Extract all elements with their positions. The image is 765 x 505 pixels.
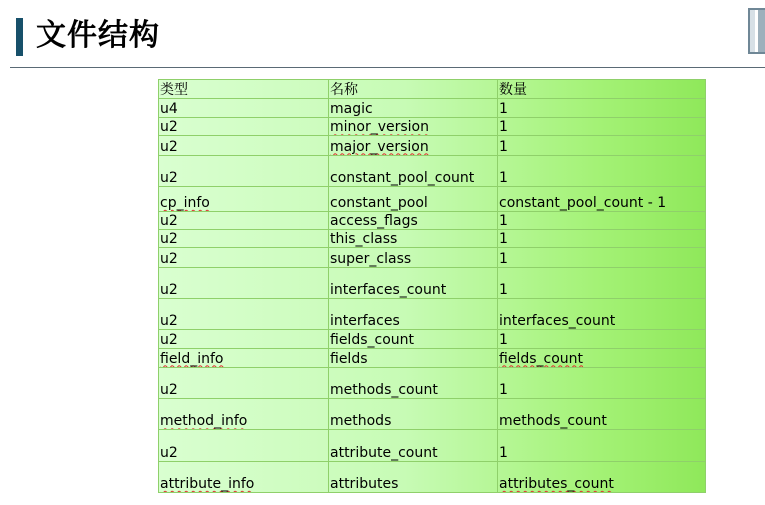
cell-type-text: u2 [160,444,178,461]
cell-count-text: interfaces_count [499,313,616,330]
table-row [159,367,706,398]
table-row [159,118,706,136]
table-row [159,212,706,230]
cell-name-text: attribute_count [330,444,438,461]
cell-name-text: major_version [330,138,429,155]
cell-type-text: u2 [160,332,178,349]
cell-name [329,155,498,186]
cell-count-text: methods_count [499,413,607,430]
cell-count [498,298,706,329]
cell-count-text: 1 [499,332,508,349]
cell-type-text: u2 [160,169,178,186]
cell-name-text: interfaces_count [330,281,447,298]
cell-type-text: u2 [160,119,178,136]
cell-name [329,430,498,461]
cell-name-text: constant_pool_count [330,169,475,186]
cell-count-text: 1 [499,119,508,136]
cell-count-text: 1 [499,381,508,398]
cell-count-text: constant_pool_count - 1 [499,195,667,212]
cell-count-text: 1 [499,213,508,230]
cell-name-text: magic [330,101,373,118]
cell-name-text: this_class [330,231,398,248]
table-header-row [159,80,706,99]
cell-count [498,136,706,155]
cell-count-text: 1 [499,169,508,186]
cell-type [159,298,329,329]
cell-name [329,367,498,398]
cell-name-text: access_flags [330,213,418,230]
cell-count [498,155,706,186]
cell-count-text: fields_count [499,350,583,367]
cell-name [329,230,498,248]
cell-name [329,118,498,136]
cell-count [498,330,706,349]
cell-count [498,230,706,248]
cell-name-text: methods_count [330,381,438,398]
table-row [159,349,706,367]
cell-count [498,349,706,367]
cell-type-text: u2 [160,381,178,398]
title-divider [10,67,765,68]
cell-count [498,248,706,267]
cell-type-text: u2 [160,138,178,155]
cell-name [329,267,498,298]
cell-count-text: 1 [499,281,508,298]
cell-type [159,430,329,461]
cell-name [329,298,498,329]
cell-name [329,248,498,267]
cell-type-text: method_info [160,413,248,430]
cell-type [159,248,329,267]
cell-type [159,118,329,136]
cell-count [498,367,706,398]
cell-type-text: u2 [160,281,178,298]
cell-name [329,186,498,211]
cell-count [498,212,706,230]
table-row [159,230,706,248]
cell-count [498,118,706,136]
table-row [159,267,706,298]
table-row [159,398,706,429]
cell-name [329,136,498,155]
cell-count [498,430,706,461]
cell-count [498,398,706,429]
cell-type-text: u2 [160,231,178,248]
cell-type [159,398,329,429]
cell-type-text: u4 [160,101,178,118]
cell-name-text: methods [330,413,392,430]
header-count: 数量 [498,80,706,99]
cell-type [159,212,329,230]
cell-count-text: 1 [499,101,508,118]
cell-count [498,461,706,492]
cell-name [329,461,498,492]
cell-type [159,136,329,155]
cell-count-text: 1 [499,444,508,461]
cell-type [159,349,329,367]
table-row [159,461,706,492]
table-row [159,430,706,461]
page-title: 文件结构 [36,18,160,53]
title-accent-bar [16,18,23,56]
table-row [159,186,706,211]
cell-count [498,186,706,211]
slide-corner-decoration [748,8,765,54]
table-row [159,99,706,118]
class-file-structure-table [158,79,706,493]
cell-type [159,230,329,248]
cell-name [329,330,498,349]
cell-type-text: cp_info [160,195,210,212]
cell-type [159,99,329,118]
cell-type-text: u2 [160,213,178,230]
cell-type-text: field_info [160,350,224,367]
cell-count-text: 1 [499,231,508,248]
cell-name-text: attributes [330,476,399,492]
cell-name-text: fields_count [330,332,414,349]
cell-name [329,398,498,429]
header-name: 名称 [329,80,498,99]
cell-name [329,99,498,118]
header-type: 类型 [159,80,329,99]
table-row [159,155,706,186]
cell-type-text: attribute_info [160,476,255,492]
cell-name-text: minor_version [330,119,429,136]
table-row [159,298,706,329]
cell-type [159,330,329,349]
cell-type [159,186,329,211]
cell-type [159,461,329,492]
table-row [159,248,706,267]
cell-count [498,267,706,298]
cell-name [329,212,498,230]
cell-name-text: fields [330,350,368,367]
table-row [159,136,706,155]
cell-type [159,267,329,298]
cell-count [498,99,706,118]
cell-count-text: 1 [499,138,508,155]
cell-type-text: u2 [160,313,178,330]
cell-name-text: interfaces [330,313,400,330]
cell-count-text: 1 [499,250,508,267]
cell-type [159,367,329,398]
cell-name [329,349,498,367]
cell-count-text: attributes_count [499,476,614,492]
table-row [159,330,706,349]
cell-type-text: u2 [160,250,178,267]
cell-type [159,155,329,186]
cell-name-text: constant_pool [330,195,428,212]
cell-name-text: super_class [330,250,412,267]
